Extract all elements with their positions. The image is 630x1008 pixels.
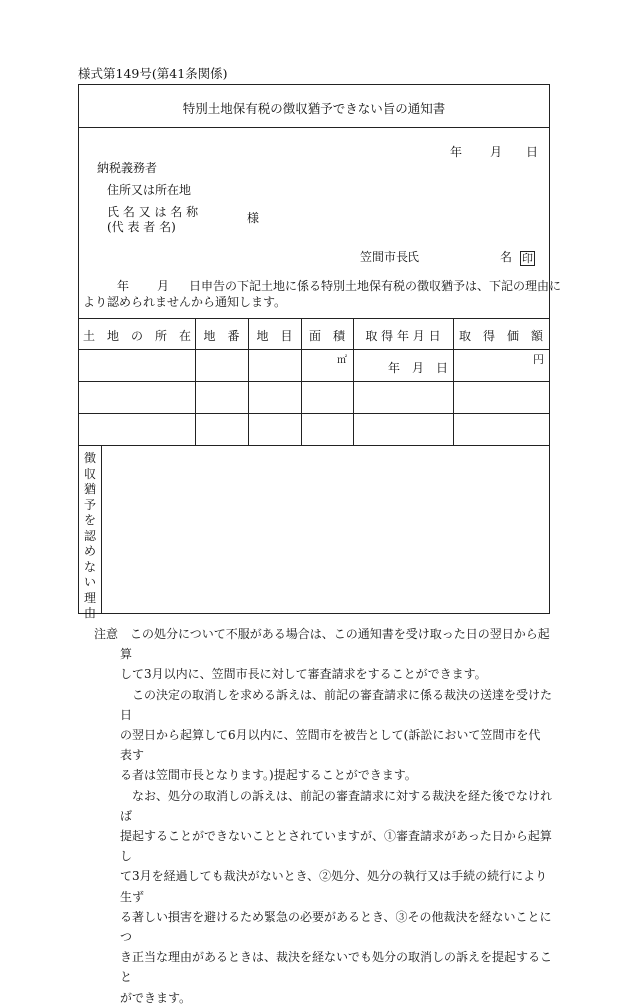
address-label: 住所又は所在地 [107,183,192,197]
note-line: る者は笠間市長となります。)提起することができます。 [120,768,417,783]
area-unit: ㎡ [337,355,347,366]
note-paragraph-2: この決定の取消しを求める訴えは、前記の審査請求に係る裁決の送達を受けた日 [120,687,553,722]
note-paragraph-3: なお、処分の取消しの訴えは、前記の審査請求に対する裁決を経た後でなければ [120,788,553,823]
header-acquisition-price: 取 得 価 額 [458,329,543,343]
note-line: き正当な理由があるときは、裁決を経ないでも処分の取消しの訴えを提起すること [120,950,553,985]
body-year: 年 [117,279,130,293]
body-line-1: 日申告の下記土地に係る特別土地保有税の徴収猶予は、下記の理由に [189,279,562,293]
header-land-category: 地 目 [256,329,293,343]
note-line: して3月以内に、笠間市長に対して審査請求をすることができます。 [120,667,487,682]
note-line: の翌日から起算して6月以内に、笠間市を被告として(訴訟において笠間市を代表す [120,728,541,763]
issuer-mei: 名 [500,250,513,264]
table-row-line [79,381,549,382]
taxpayer-heading: 納税義務者 [97,161,158,175]
date-day: 日 [526,145,539,159]
date-unit: 年 月 日 [388,361,449,375]
header-acquisition-date: 取 得 年 月 日 [365,329,441,343]
reason-label: 徴収猶予を認めない理由 [83,451,96,620]
table-row-line [79,413,549,414]
date-year: 年 [450,145,463,159]
body-line-2: より認められませんから通知します。 [83,295,287,309]
header-area: 面 積 [308,329,345,343]
header-location: 土 地 の 所 在 [82,329,191,343]
document-title: 特別土地保有税の徴収猶予できない旨の通知書 [182,101,446,116]
note-line: 提起することができないこととされていますが、①審査請求があった日から起算し [120,829,552,864]
note-line: て3月を経過しても裁決がないとき、②処分、処分の執行又は手続の続行により生ず [120,869,548,904]
seal-text: 印 [522,252,533,265]
seal-mark [520,247,535,266]
header-lot-number: 地 番 [203,329,240,343]
note-line: ができます。 [120,990,192,1005]
notes-label: 注意 [94,627,119,641]
table-header-bottom [79,349,549,350]
date-month: 月 [490,145,503,159]
divider [79,127,549,128]
price-unit: 円 [533,353,544,366]
table-bottom [79,445,549,446]
honorific: 様 [247,211,260,225]
body-month: 月 [157,279,170,293]
note-paragraph-1: 注意 この処分について不服がある場合は、この通知書を受け取った日の翌日から起算 [94,627,550,662]
notes-section [94,624,552,1008]
issuer-title: 笠間市長 [360,250,409,264]
name-label: 氏 名 又 は 名 称 [107,205,199,219]
form-number: 様式第149号(第41条関係) [78,66,228,81]
notice-form-frame [78,84,562,620]
table-top [79,318,549,319]
representative-label: (代 表 者 名) [107,220,176,234]
reason-divider [101,445,102,614]
note-line: る著しい損害を避けるため緊急の必要があるとき、③その他裁決を経ないことにつ [120,909,552,945]
issuer-shi: 氏 [407,250,420,264]
